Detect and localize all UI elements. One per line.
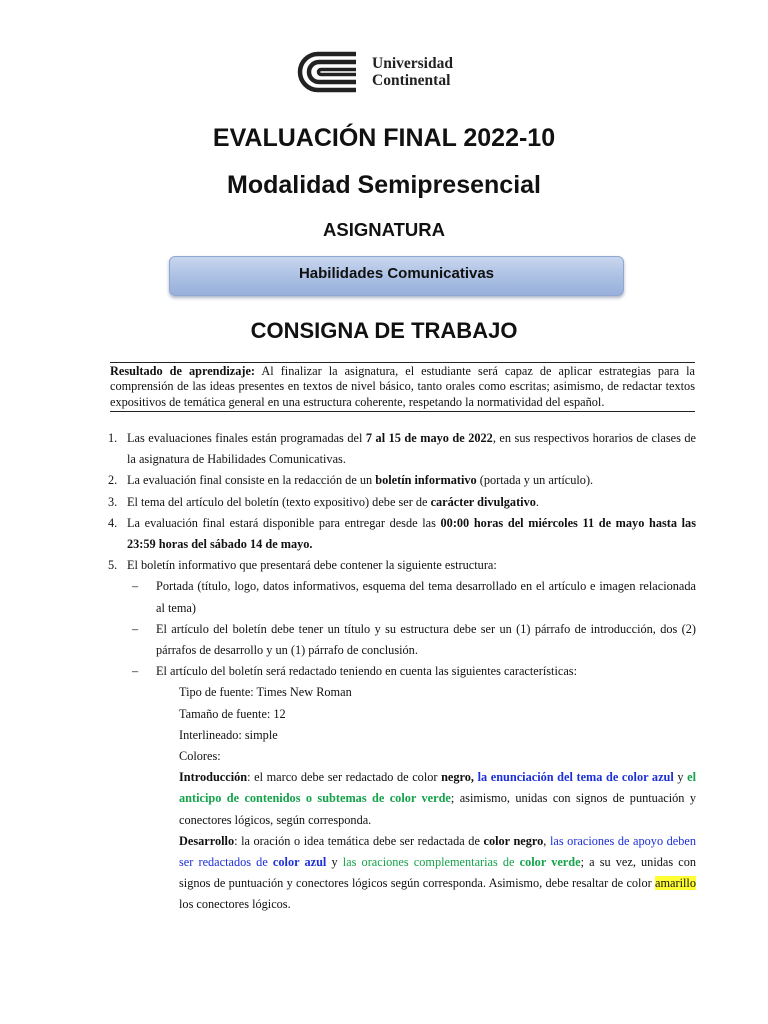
dash-bullet: – bbox=[132, 664, 139, 679]
exam-title: EVALUACIÓN FINAL 2022-10 bbox=[212, 124, 556, 152]
outcome-label: Resultado de aprendizaje: bbox=[110, 364, 256, 378]
item-text: Las evaluaciones finales están programadas del bbox=[127, 431, 366, 445]
item-bold: 00:00 horas del miércoles 11 de mayo hasta las 23:59 horas del sábado 14 de mayo. bbox=[127, 515, 696, 552]
item-number: 4. bbox=[108, 515, 118, 530]
subject-label: ASIGNATURA bbox=[323, 219, 445, 240]
instructions-list bbox=[108, 428, 696, 916]
section-title: CONSIGNA DE TRABAJO bbox=[250, 318, 518, 343]
list-item bbox=[108, 555, 696, 576]
dev-green-bold: color verde bbox=[519, 855, 581, 870]
sub-item bbox=[108, 661, 696, 682]
list-item bbox=[108, 428, 696, 470]
logo-line-2: Continental bbox=[372, 72, 451, 89]
modality-title: Modalidad Semipresencial bbox=[227, 171, 541, 199]
list-item bbox=[108, 513, 696, 555]
spec-introduction bbox=[179, 767, 696, 831]
item-number: 5. bbox=[108, 558, 118, 573]
intro-green: el anticipo de contenidos o subtemas de color verde bbox=[179, 770, 696, 806]
list-item bbox=[108, 470, 696, 491]
dev-blue: las oraciones de apoyo deben ser redactados de bbox=[179, 833, 697, 870]
intro-text: ; asimismo, unidas con signos de puntuación y conectores lógicos, según corresponda. bbox=[179, 791, 696, 827]
intro-text: y bbox=[673, 770, 688, 785]
spec-development bbox=[179, 831, 696, 916]
learning-outcome bbox=[110, 362, 695, 412]
list-item bbox=[108, 492, 696, 513]
subject-banner: Habilidades Comunicativas bbox=[169, 256, 624, 296]
sub-item-text: El artículo del boletín debe tener un título y su estructura debe ser un (1) párrafo de introducción, dos (2) párrafos de desarrollo y un (1) párrafo de conclusión. bbox=[156, 621, 696, 658]
dev-black: color negro bbox=[483, 833, 544, 848]
intro-black: negro, bbox=[441, 770, 474, 785]
dev-text: , bbox=[543, 833, 550, 848]
intro-blue: la enunciación del tema de color azul bbox=[473, 770, 674, 785]
intro-label: Introducción bbox=[179, 770, 248, 785]
intro-text: : el marco debe ser redactado de color bbox=[247, 770, 442, 785]
item-text: El boletín informativo que presentará debe contener la siguiente estructura: bbox=[127, 558, 497, 573]
item-text: La evaluación final consiste en la redacción de un bbox=[127, 473, 376, 488]
item-bold: carácter divulgativo bbox=[430, 494, 536, 509]
dev-green: las oraciones complementarias de bbox=[342, 855, 520, 870]
item-text: La evaluación final estará disponible para entregar desde las bbox=[127, 515, 441, 530]
dash-bullet: – bbox=[132, 621, 139, 636]
spec-spacing: Interlineado: simple bbox=[179, 727, 278, 742]
dev-text: los conectores lógicos. bbox=[179, 897, 291, 912]
dev-text: : la oración o idea temática debe ser redactada de bbox=[234, 833, 484, 848]
university-emblem-icon bbox=[292, 49, 362, 95]
spec-colors: Colores: bbox=[179, 749, 221, 764]
university-logo bbox=[292, 49, 453, 95]
spec-size: Tamaño de fuente: 12 bbox=[179, 706, 286, 721]
item-text: , en sus respectivos horarios de clases de la asignatura de Habilidades Comunicativas. bbox=[127, 431, 696, 467]
dev-yellow-highlight: amarillo bbox=[655, 876, 696, 891]
sub-item bbox=[108, 576, 696, 618]
item-text: El tema del artículo del boletín (texto expositivo) debe ser de bbox=[127, 494, 431, 509]
sub-item-text: El artículo del boletín será redactado teniendo en cuenta las siguientes características: bbox=[156, 664, 577, 679]
item-text: (portada y un artículo). bbox=[476, 473, 594, 488]
dash-bullet: – bbox=[132, 579, 139, 594]
sub-item-text: Portada (título, logo, datos informativos, esquema del tema desarrollado en el artículo e imagen relacionada al tema) bbox=[156, 579, 696, 615]
item-number: 2. bbox=[108, 473, 118, 488]
sub-item bbox=[108, 619, 696, 661]
outcome-text: Al finalizar la asignatura, el estudiante será capaz de aplicar estrategias para la comprensión de las ideas presentes en textos de nivel básico, tanto orales como escritas; asimismo, de redactar textos expositivos de temática general en una estructura coherente, respetando la normatividad del español. bbox=[110, 364, 695, 409]
spec-font: Tipo de fuente: Times New Roman bbox=[179, 685, 352, 700]
logo-line-1: Universidad bbox=[372, 55, 453, 72]
dev-blue-bold: color azul bbox=[272, 855, 327, 870]
item-number: 3. bbox=[108, 494, 118, 509]
dev-label: Desarrollo bbox=[179, 833, 235, 848]
item-bold: 7 al 15 de mayo de 2022 bbox=[365, 431, 493, 445]
dev-text: y bbox=[326, 855, 343, 870]
item-text: . bbox=[535, 494, 539, 509]
item-number: 1. bbox=[108, 431, 118, 445]
format-specs bbox=[108, 682, 696, 915]
item-bold: boletín informativo bbox=[375, 473, 477, 488]
dev-text: ; a su vez, unidas con signos de puntuación y conectores lógicos según corresponda. Asimismo, debe resaltar de color bbox=[179, 855, 697, 891]
